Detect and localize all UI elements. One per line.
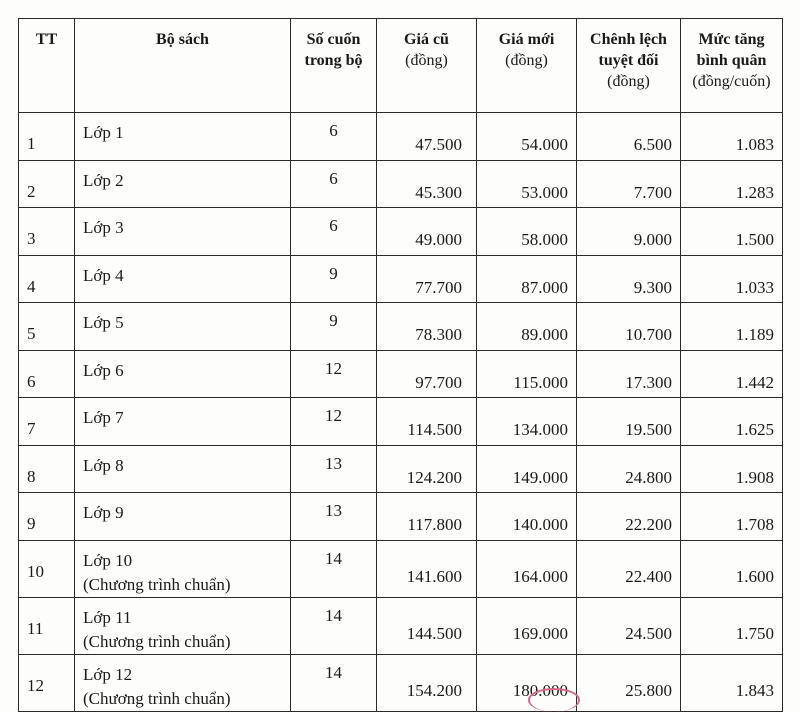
cell-set-name [75, 654, 291, 711]
cell-old-price: 77.700 [377, 255, 477, 303]
set-name: Lớp 7 [83, 408, 124, 427]
cell-old-price: 124.200 [377, 445, 477, 493]
cell-book-count: 9 [291, 303, 377, 351]
cell-avg: 1.708 [681, 493, 783, 541]
cell-book-count: 14 [291, 540, 377, 597]
set-program: (Chương trình chuẩn) [83, 688, 231, 708]
header-old-line2: (đồng) [405, 52, 448, 69]
cell-tt: 1 [19, 113, 75, 161]
cell-new-price: 53.000 [477, 160, 577, 208]
set-name: Lớp 10 [83, 550, 133, 570]
cell-set-name [75, 445, 291, 493]
cell-book-count: 13 [291, 493, 377, 541]
cell-tt: 5 [19, 303, 75, 351]
table-row [19, 597, 783, 654]
cell-set-name [75, 160, 291, 208]
cell-tt: 7 [19, 398, 75, 446]
cell-old-price: 49.000 [377, 208, 477, 256]
set-name: Lớp 6 [83, 360, 124, 380]
cell-new-price: 54.000 [477, 113, 577, 161]
set-name: Lớp 8 [83, 455, 124, 475]
cell-tt: 2 [19, 160, 75, 208]
table-row [19, 654, 783, 711]
table-row [19, 208, 783, 256]
cell-new-price: 149.000 [477, 445, 577, 493]
table-row [19, 540, 783, 597]
cell-new-price: 87.000 [477, 255, 577, 303]
set-name: Lớp 11 [83, 607, 132, 627]
cell-avg: 1.600 [681, 540, 783, 597]
cell-book-count: 14 [291, 654, 377, 711]
cell-old-price: 78.300 [377, 303, 477, 351]
cell-old-price: 97.700 [377, 350, 477, 398]
cell-new-price: 134.000 [477, 398, 577, 446]
cell-old-price: 154.200 [377, 654, 477, 711]
cell-old-price: 144.500 [377, 597, 477, 654]
cell-diff: 17.300 [577, 350, 681, 398]
header-set: Bộ sách [75, 19, 291, 113]
cell-set-name [75, 303, 291, 351]
cell-avg: 1.442 [681, 350, 783, 398]
cell-diff: 6.500 [577, 113, 681, 161]
cell-diff: 7.700 [577, 160, 681, 208]
cell-set-name [75, 398, 291, 446]
cell-set-name [75, 208, 291, 256]
cell-diff: 9.000 [577, 208, 681, 256]
cell-new-price: 58.000 [477, 208, 577, 256]
cell-avg: 1.843 [681, 654, 783, 711]
cell-new-price: 180.000 [477, 654, 577, 711]
cell-diff: 24.800 [577, 445, 681, 493]
set-program: (Chương trình chuẩn) [83, 574, 231, 594]
table-row [19, 350, 783, 398]
cell-book-count: 6 [291, 113, 377, 161]
header-diff [577, 19, 681, 113]
cell-set-name [75, 113, 291, 161]
header-avg [681, 19, 783, 113]
table-row [19, 398, 783, 446]
cell-tt: 6 [19, 350, 75, 398]
table-row [19, 445, 783, 493]
cell-tt: 12 [19, 654, 75, 711]
cell-set-name [75, 350, 291, 398]
header-diff-line1: Chênh lệch [590, 31, 667, 48]
set-name: Lớp 1 [83, 123, 124, 142]
cell-avg: 1.083 [681, 113, 783, 161]
table-row [19, 493, 783, 541]
cell-tt: 4 [19, 255, 75, 303]
cell-book-count: 12 [291, 398, 377, 446]
header-avg-line1: Mức tăng [698, 31, 765, 48]
table-row [19, 160, 783, 208]
header-diff-line2: tuyệt đối [598, 52, 659, 69]
header-avg-line2: bình quân [696, 52, 767, 69]
cell-diff: 19.500 [577, 398, 681, 446]
cell-tt: 9 [19, 493, 75, 541]
cell-book-count: 12 [291, 350, 377, 398]
cell-old-price: 141.600 [377, 540, 477, 597]
cell-old-price: 114.500 [377, 398, 477, 446]
cell-new-price: 115.000 [477, 350, 577, 398]
cell-diff: 10.700 [577, 303, 681, 351]
header-new-line1: Giá mới [498, 31, 555, 48]
header-avg-line3: (đồng/cuốn) [692, 73, 771, 90]
cell-old-price: 45.300 [377, 160, 477, 208]
cell-diff: 22.400 [577, 540, 681, 597]
header-diff-line3: (đồng) [607, 73, 650, 90]
set-program: (Chương trình chuẩn) [83, 631, 231, 651]
set-name: Lớp 9 [83, 503, 124, 522]
header-count-line2: trong bộ [304, 52, 363, 69]
header-new-line2: (đồng) [505, 52, 548, 69]
cell-new-price: 140.000 [477, 493, 577, 541]
cell-set-name [75, 493, 291, 541]
cell-avg: 1.189 [681, 303, 783, 351]
cell-new-price: 164.000 [477, 540, 577, 597]
cell-tt: 8 [19, 445, 75, 493]
cell-old-price: 47.500 [377, 113, 477, 161]
header-old-price [377, 19, 477, 113]
header-row [19, 19, 783, 113]
header-old-line1: Giá cũ [404, 31, 449, 48]
cell-avg: 1.283 [681, 160, 783, 208]
header-new-price [477, 19, 577, 113]
cell-book-count: 6 [291, 208, 377, 256]
cell-set-name [75, 540, 291, 597]
cell-diff: 9.300 [577, 255, 681, 303]
cell-avg: 1.625 [681, 398, 783, 446]
header-count [291, 19, 377, 113]
red-stamp-mark [528, 688, 580, 712]
price-table [18, 18, 783, 712]
cell-set-name [75, 597, 291, 654]
cell-avg: 1.033 [681, 255, 783, 303]
table-row [19, 303, 783, 351]
cell-diff: 22.200 [577, 493, 681, 541]
cell-tt: 3 [19, 208, 75, 256]
cell-new-price: 89.000 [477, 303, 577, 351]
cell-old-price: 117.800 [377, 493, 477, 541]
cell-diff: 24.500 [577, 597, 681, 654]
cell-book-count: 13 [291, 445, 377, 493]
cell-tt: 11 [19, 597, 75, 654]
set-name: Lớp 5 [83, 313, 124, 332]
cell-avg: 1.750 [681, 597, 783, 654]
header-count-line1: Số cuốn [306, 31, 361, 48]
set-name: Lớp 4 [83, 265, 124, 285]
cell-avg: 1.908 [681, 445, 783, 493]
cell-diff: 25.800 [577, 654, 681, 711]
cell-book-count: 9 [291, 255, 377, 303]
set-name: Lớp 12 [83, 664, 133, 684]
table-row [19, 113, 783, 161]
cell-tt: 10 [19, 540, 75, 597]
table-row [19, 255, 783, 303]
header-tt: TT [19, 19, 75, 113]
set-name: Lớp 2 [83, 170, 124, 190]
cell-book-count: 6 [291, 160, 377, 208]
set-name: Lớp 3 [83, 218, 124, 237]
cell-book-count: 14 [291, 597, 377, 654]
cell-set-name [75, 255, 291, 303]
cell-avg: 1.500 [681, 208, 783, 256]
cell-new-price: 169.000 [477, 597, 577, 654]
